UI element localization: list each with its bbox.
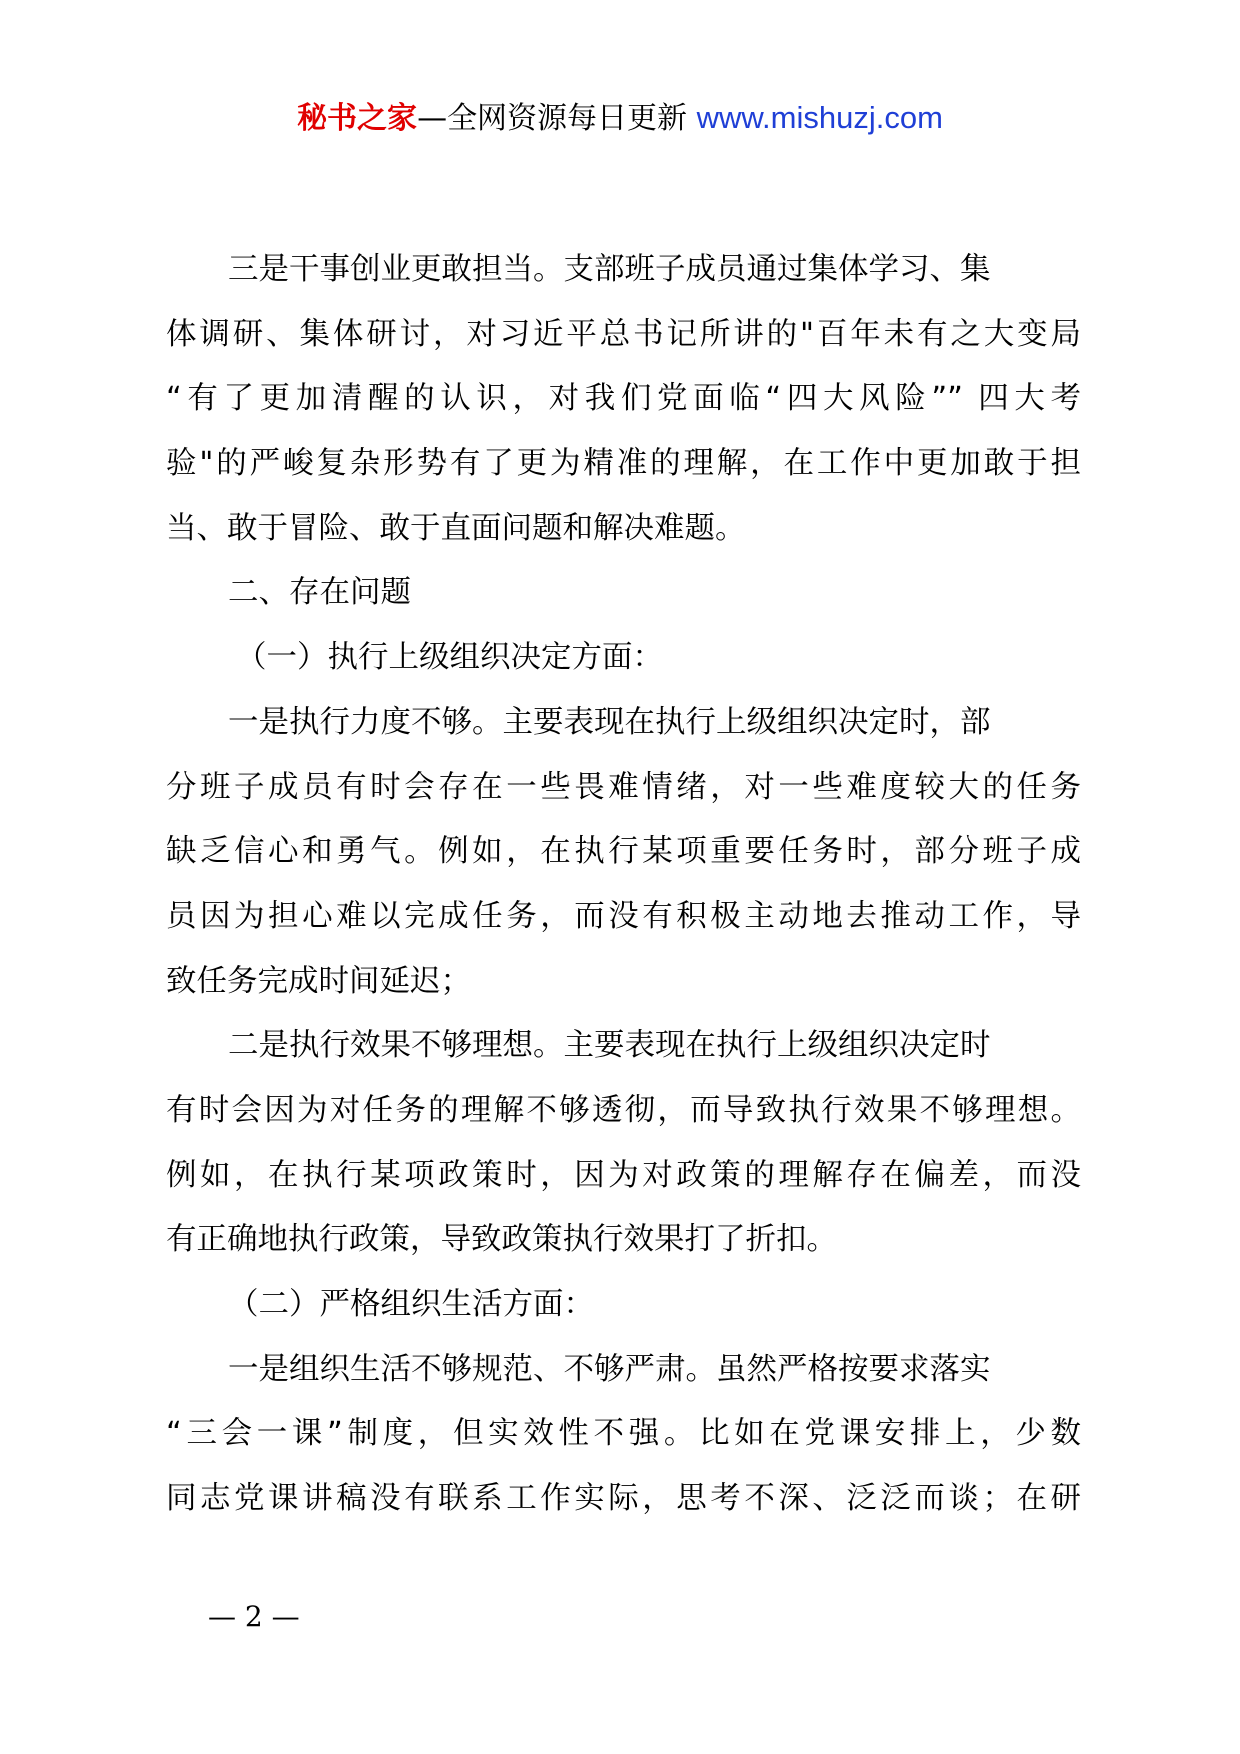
paragraph-line: 有时会因为对任务的理解不够透彻，而导致执行效果不够理想。 (166, 1092, 1081, 1128)
paragraph-line: 一是执行力度不够。主要表现在执行上级组织决定时，部 (228, 704, 991, 740)
paragraph-line: 同志党课讲稿没有联系工作实际，思考不深、泛泛而谈；在研 (166, 1481, 1081, 1517)
paragraph-line: 一是组织生活不够规范、不够严肃。虽然严格按要求落实 (228, 1351, 991, 1387)
paragraph-line: “三会一课”制度，但实效性不强。比如在党课安排上，少数 (166, 1416, 1081, 1452)
paragraph-line: 验"的严峻复杂形势有了更为精准的理解，在工作中更加敢于担 (166, 446, 1081, 482)
section-heading: 二、存在问题 (228, 575, 411, 611)
paragraph-line: 有正确地执行政策，导致政策执行效果打了折扣。 (166, 1222, 837, 1258)
paragraph-line: 当、敢于冒险、敢于直面问题和解决难题。 (166, 510, 746, 546)
paragraph-line: 二是执行效果不够理想。主要表现在执行上级组织决定时 (228, 1028, 991, 1064)
subsection-heading: （一）执行上级组织决定方面： (236, 640, 663, 676)
site-header (0, 98, 1240, 139)
paragraph-line: 体调研、集体研讨，对习近平总书记所讲的"百年未有之大变局 (166, 316, 1081, 352)
site-url-link[interactable]: www.mishuzj.com (696, 100, 943, 135)
paragraph-line: “有了更加清醒的认识，对我们党面临“四大风险”” 四大考 (166, 381, 1081, 417)
paragraph-line: 分班子成员有时会存在一些畏难情绪，对一些难度较大的任务 (166, 769, 1081, 805)
paragraph-line: 致任务完成时间延迟； (166, 963, 471, 999)
document-body (166, 238, 1081, 1532)
paragraph-line: 缺乏信心和勇气。例如，在执行某项重要任务时，部分班子成 (166, 834, 1081, 870)
brand-name: 秘书之家 (297, 101, 418, 136)
subsection-heading: （二）严格组织生活方面： (228, 1287, 594, 1322)
paragraph-line: 三是干事创业更敢担当。支部班子成员通过集体学习、集 (228, 252, 991, 287)
paragraph-line: 员因为担心难以完成任务，而没有积极主动地去推动工作，导 (166, 898, 1081, 934)
page-number: — 2 — (208, 1600, 300, 1633)
header-tagline: —全网资源每日更新 (417, 101, 697, 136)
paragraph-line: 例如，在执行某项政策时，因为对政策的理解存在偏差，而没 (166, 1157, 1081, 1193)
